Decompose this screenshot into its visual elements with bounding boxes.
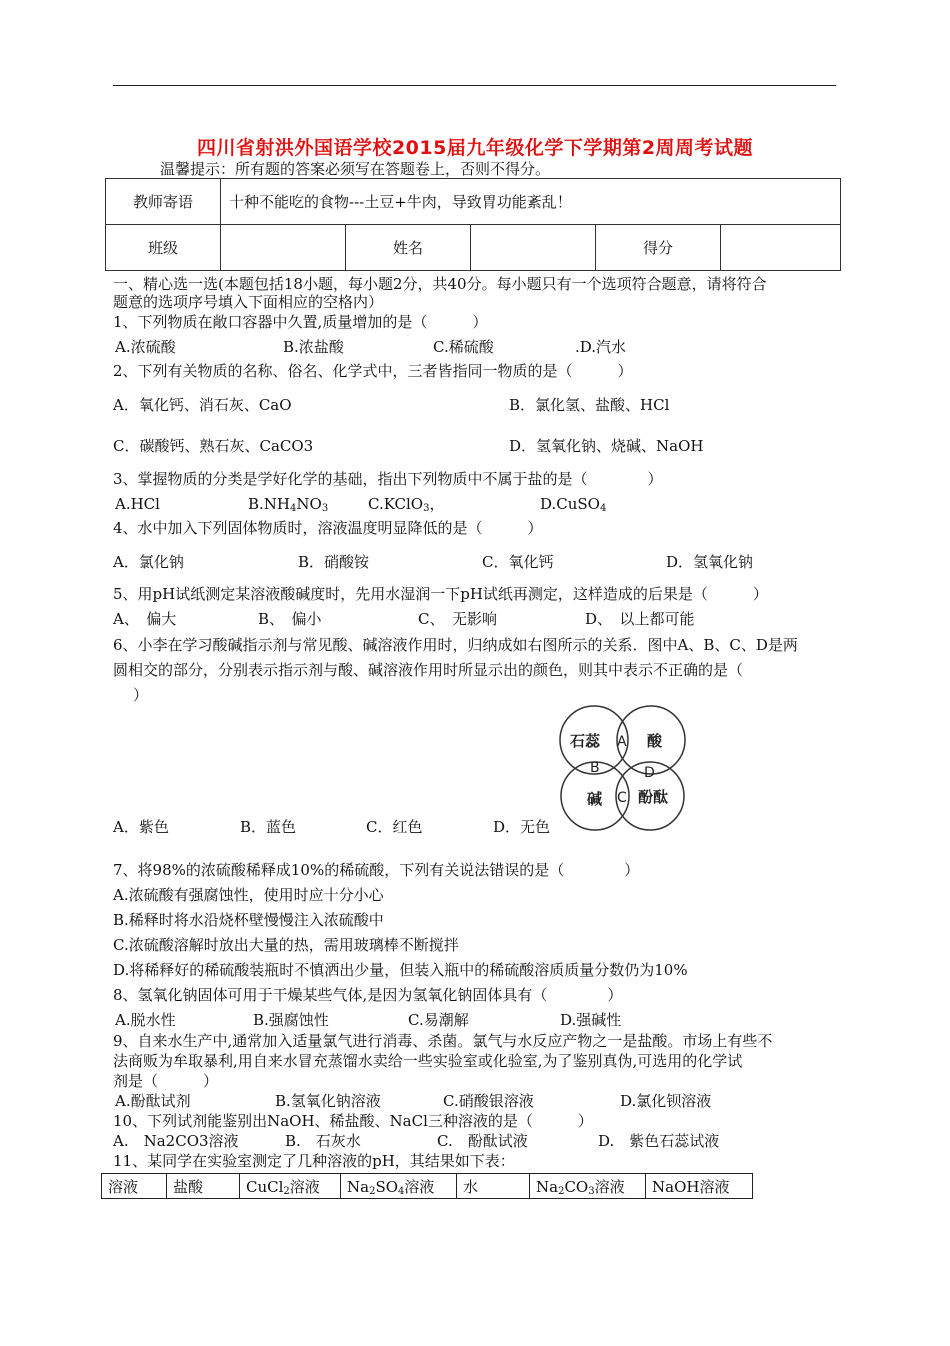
q11-stem: 11、某同学在实验室测定了几种溶液的pH，其结果如下表： [113, 1152, 515, 1170]
q1-option-c: C.稀硫酸 [433, 338, 494, 356]
q8-option-a: A.脱水性 [115, 1011, 176, 1029]
ph-header-water: 水 [457, 1174, 530, 1199]
q5-option-d: D、 以上都可能 [585, 610, 695, 628]
q10-option-d: D. 紫色石蕊试液 [598, 1132, 720, 1150]
q10-option-a: A. Na2CO3溶液 [113, 1132, 239, 1150]
q9-option-d: D.氯化钡溶液 [620, 1092, 712, 1110]
q2-option-d: D．氢氧化钠、烧碱、NaOH [509, 437, 704, 455]
base-label: 碱 [587, 790, 603, 808]
q4-option-a: A．氯化钠 [113, 553, 184, 571]
q3-option-d: D.CuSO$_4$ [540, 495, 607, 514]
q9-option-b: B.氢氧化钠溶液 [275, 1092, 381, 1110]
q4-option-b: B．硝酸铵 [298, 553, 370, 571]
name-label: 姓名 [346, 225, 471, 271]
q9-option-c: C.硝酸银溶液 [443, 1092, 534, 1110]
q3-option-b: $B.NH_4NO_3$ [248, 495, 329, 514]
q1-option-d: .D.汽水 [575, 338, 627, 356]
ph-header-naoh: NaOH溶液 [646, 1174, 753, 1199]
q2-option-c: C．碳酸钙、熟石灰、CaCO3 [113, 437, 314, 455]
ph-header-hcl: 盐酸 [167, 1174, 240, 1199]
header-rule [113, 85, 836, 86]
q4-stem: 4、水中加入下列固体物质时，溶液温度明显降低的是（ ） [113, 519, 543, 537]
class-field[interactable] [221, 225, 346, 271]
score-field[interactable] [721, 225, 841, 271]
q5-option-c: C、 无影响 [418, 610, 497, 628]
q7-stem: 7、将98%的浓硫酸稀释成10%的稀硫酸，下列有关说法错误的是（ ） [113, 861, 640, 879]
q6-option-b: B．蓝色 [240, 818, 297, 836]
q5-stem: 5、用pH试纸测定某溶液酸碱度时，先用水湿润一下pH试纸再测定，这样造成的后果是（ ） [113, 585, 768, 603]
q7-option-c: C.浓硫酸溶解时放出大量的热，需用玻璃棒不断搅拌 [113, 936, 459, 954]
score-label: 得分 [596, 225, 721, 271]
q2-stem: 2、下列有关物质的名称、俗名、化学式中，三者皆指同一物质的是（ ） [113, 362, 633, 380]
section-intro-2: 题意的选项序号填入下面相应的空格内） [113, 293, 384, 311]
q4-option-c: C．氧化钙 [482, 553, 554, 571]
q3-stem: 3、掌握物质的分类是学好化学的基础，指出下列物质中不属于盐的是（ ） [113, 470, 663, 488]
region-d-label: D [644, 765, 655, 781]
q3-option-c: C.KClO$_3$， [368, 495, 445, 514]
q1-option-a: A.浓硫酸 [115, 338, 176, 356]
q8-option-b: B.强腐蚀性 [253, 1011, 329, 1029]
q5-option-b: B、 偏小 [258, 610, 322, 628]
q6-stem-1: 6、小李在学习酸碱指示剂与常见酸、碱溶液作用时，归纳成如右图所示的关系．图中A、B、C、D是两 [113, 636, 798, 654]
region-c-label: C [617, 790, 627, 806]
acid-label: 酸 [647, 732, 663, 750]
q8-stem: 8、氢氧化钠固体可用于干燥某些气体,是因为氢氧化钠固体具有（ ） [113, 986, 623, 1004]
q4-option-d: D．氢氧化钠 [666, 553, 754, 571]
ph-header-cucl2: CuCl$_2$溶液 [240, 1174, 341, 1199]
q9-stem-1: 9、自来水生产中,通常加入适量氯气进行消毒、杀菌。氯气与水反应产物之一是盐酸。市场上有些不 [113, 1032, 773, 1050]
q2-option-a: A．氧化钙、消石灰、CaO [113, 396, 292, 414]
q7-option-b: B.稀释时将水沿烧杯壁慢慢注入浓硫酸中 [113, 911, 384, 929]
class-label: 班级 [106, 225, 221, 271]
q9-stem-3: 剂是（ ） [113, 1072, 219, 1090]
q6-option-d: D．无色 [493, 818, 551, 836]
q8-option-d: D.强碱性 [560, 1011, 622, 1029]
q1-option-b: B.浓盐酸 [283, 338, 344, 356]
name-field[interactable] [471, 225, 596, 271]
venn-diagram [552, 700, 692, 835]
q7-option-d: D.将稀释好的稀硫酸装瓶时不慎洒出少量，但装入瓶中的稀硫酸溶质质量分数仍为10% [113, 961, 688, 979]
q10-stem: 10、下列试剂能鉴别出NaOH、稀盐酸、NaCl三种溶液的是（ ） [113, 1112, 593, 1130]
table-row [102, 1174, 753, 1199]
q6-stem-3: ） [133, 686, 149, 704]
litmus-label: 石蕊 [570, 732, 601, 750]
teacher-label: 教师寄语 [106, 179, 221, 225]
q8-option-c: C.易潮解 [408, 1011, 469, 1029]
q2-option-b: B．氯化氢、盐酸、HCl [509, 396, 670, 414]
page-title: 四川省射洪外国语学校2015届九年级化学下学期第2周周考试题 [196, 137, 754, 159]
q3-option-a: A.HCl [115, 495, 160, 513]
ph-header-na2so4: $Na_2SO_4$溶液 [341, 1174, 457, 1199]
q6-option-c: C．红色 [366, 818, 423, 836]
ph-header-solution: 溶液 [102, 1174, 167, 1199]
q9-option-a: A.酚酞试剂 [115, 1092, 191, 1110]
q10-option-b: B. 石灰水 [285, 1132, 361, 1150]
q6-stem-2: 圆相交的部分，分别表示指示剂与酸、碱溶液作用时所显示出的颜色，则其中表示不正确的是（ [113, 661, 744, 679]
region-a-label: A [617, 734, 627, 750]
phenol-label: 酚酞 [638, 788, 669, 806]
q5-option-a: A、 偏大 [113, 610, 177, 628]
q10-option-c: C. 酚酞试液 [437, 1132, 528, 1150]
ph-header-na2co3: $Na_2CO_3$溶液 [530, 1174, 646, 1199]
teacher-message: 十种不能吃的食物---土豆+牛肉，导致胃功能紊乱！ [221, 179, 841, 225]
region-b-label: B [590, 760, 600, 776]
section-intro-1: 一、精心选一选(本题包括18小题，每小题2分，共40分。每小题只有一个选项符合题意，请将符合 [113, 275, 767, 293]
tip-text: 温馨提示：所有题的答案必须写在答题卷上，否则不得分。 [160, 160, 551, 178]
q1-stem: 1、下列物质在敞口容器中久置,质量增加的是（ ） [113, 313, 488, 331]
q9-stem-2: 法商贩为牟取暴利,用自来水冒充蒸馏水卖给一些实验室或化验室,为了鉴别真伪,可选用的化学试 [113, 1052, 743, 1070]
q7-option-a: A.浓硫酸有强腐蚀性，使用时应十分小心 [113, 886, 384, 904]
info-table [105, 178, 841, 271]
q6-option-a: A．紫色 [113, 818, 169, 836]
ph-table [101, 1173, 753, 1199]
